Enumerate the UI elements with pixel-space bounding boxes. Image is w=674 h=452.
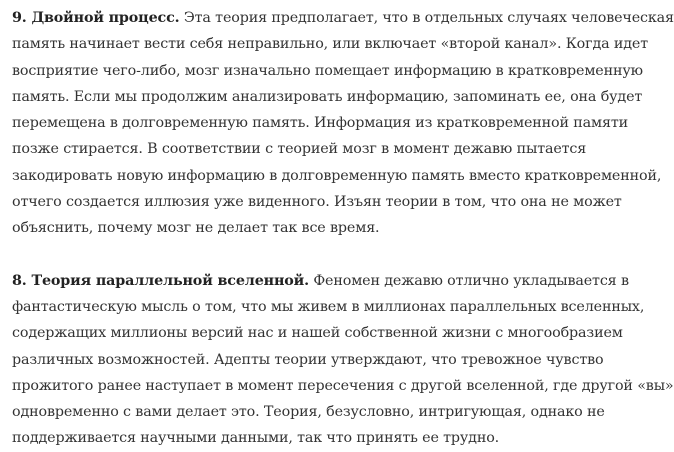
paragraph-line	[12, 5, 674, 31]
paragraph-line: память. Если мы продолжим анализировать информацию, запоминать ее, она будет	[12, 88, 643, 105]
paragraph-line: отчего создается иллюзия уже виденного. Изъян теории в том, что она не может	[12, 194, 622, 211]
paragraph-line: восприятие чего-либо, мозг изначально помещает информацию в кратковременную	[12, 62, 643, 79]
section-heading: 9. Двойной процесс.	[12, 10, 180, 26]
paragraph-line: прожитого ранее наступает в момент пересечения с другой вселенной, где другой «вы»	[12, 377, 674, 394]
paragraph-spacer	[12, 242, 600, 268]
paragraph-line: содержащих миллионы версий нас и нашей собственной жизни с многообразием	[12, 325, 623, 342]
paragraph-parallel-universe	[12, 268, 674, 452]
paragraph-line: закодировать новую информацию в долговременную память вместо кратковременной,	[12, 167, 662, 184]
paragraph-double-process	[12, 5, 674, 242]
paragraph-line: перемещена в долговременную память. Информация из кратковременной памяти	[12, 115, 629, 132]
paragraph-line: позже стирается. В соответствии с теорией мозг в момент дежавю пытается	[12, 141, 587, 158]
line-text: Феномен дежавю отлично укладывается в	[308, 272, 629, 289]
paragraph-line: одновременно с вами делает это. Теория, безусловно, интригующая, однако не	[12, 404, 605, 421]
section-heading: 8. Теория параллельной вселенной.	[12, 272, 309, 289]
paragraph-line: память начинает вести себя неправильно, или включает «второй канал». Когда идет	[12, 36, 648, 53]
paragraph-line: поддерживается научными данными, так что принять ее трудно.	[12, 430, 500, 447]
paragraph-line: объяснить, почему мозг не делает так все время.	[12, 220, 380, 237]
line-text: Эта теория предполагает, что в отдельных случаях человеческая	[179, 10, 674, 26]
paragraph-line: различных возможностей. Адепты теории утверждают, что тревожное чувство	[12, 351, 604, 368]
paragraph-line	[12, 268, 629, 294]
paragraph-line: фантастическую мысль о том, что мы живем в миллионах параллельных вселенных,	[12, 298, 645, 315]
